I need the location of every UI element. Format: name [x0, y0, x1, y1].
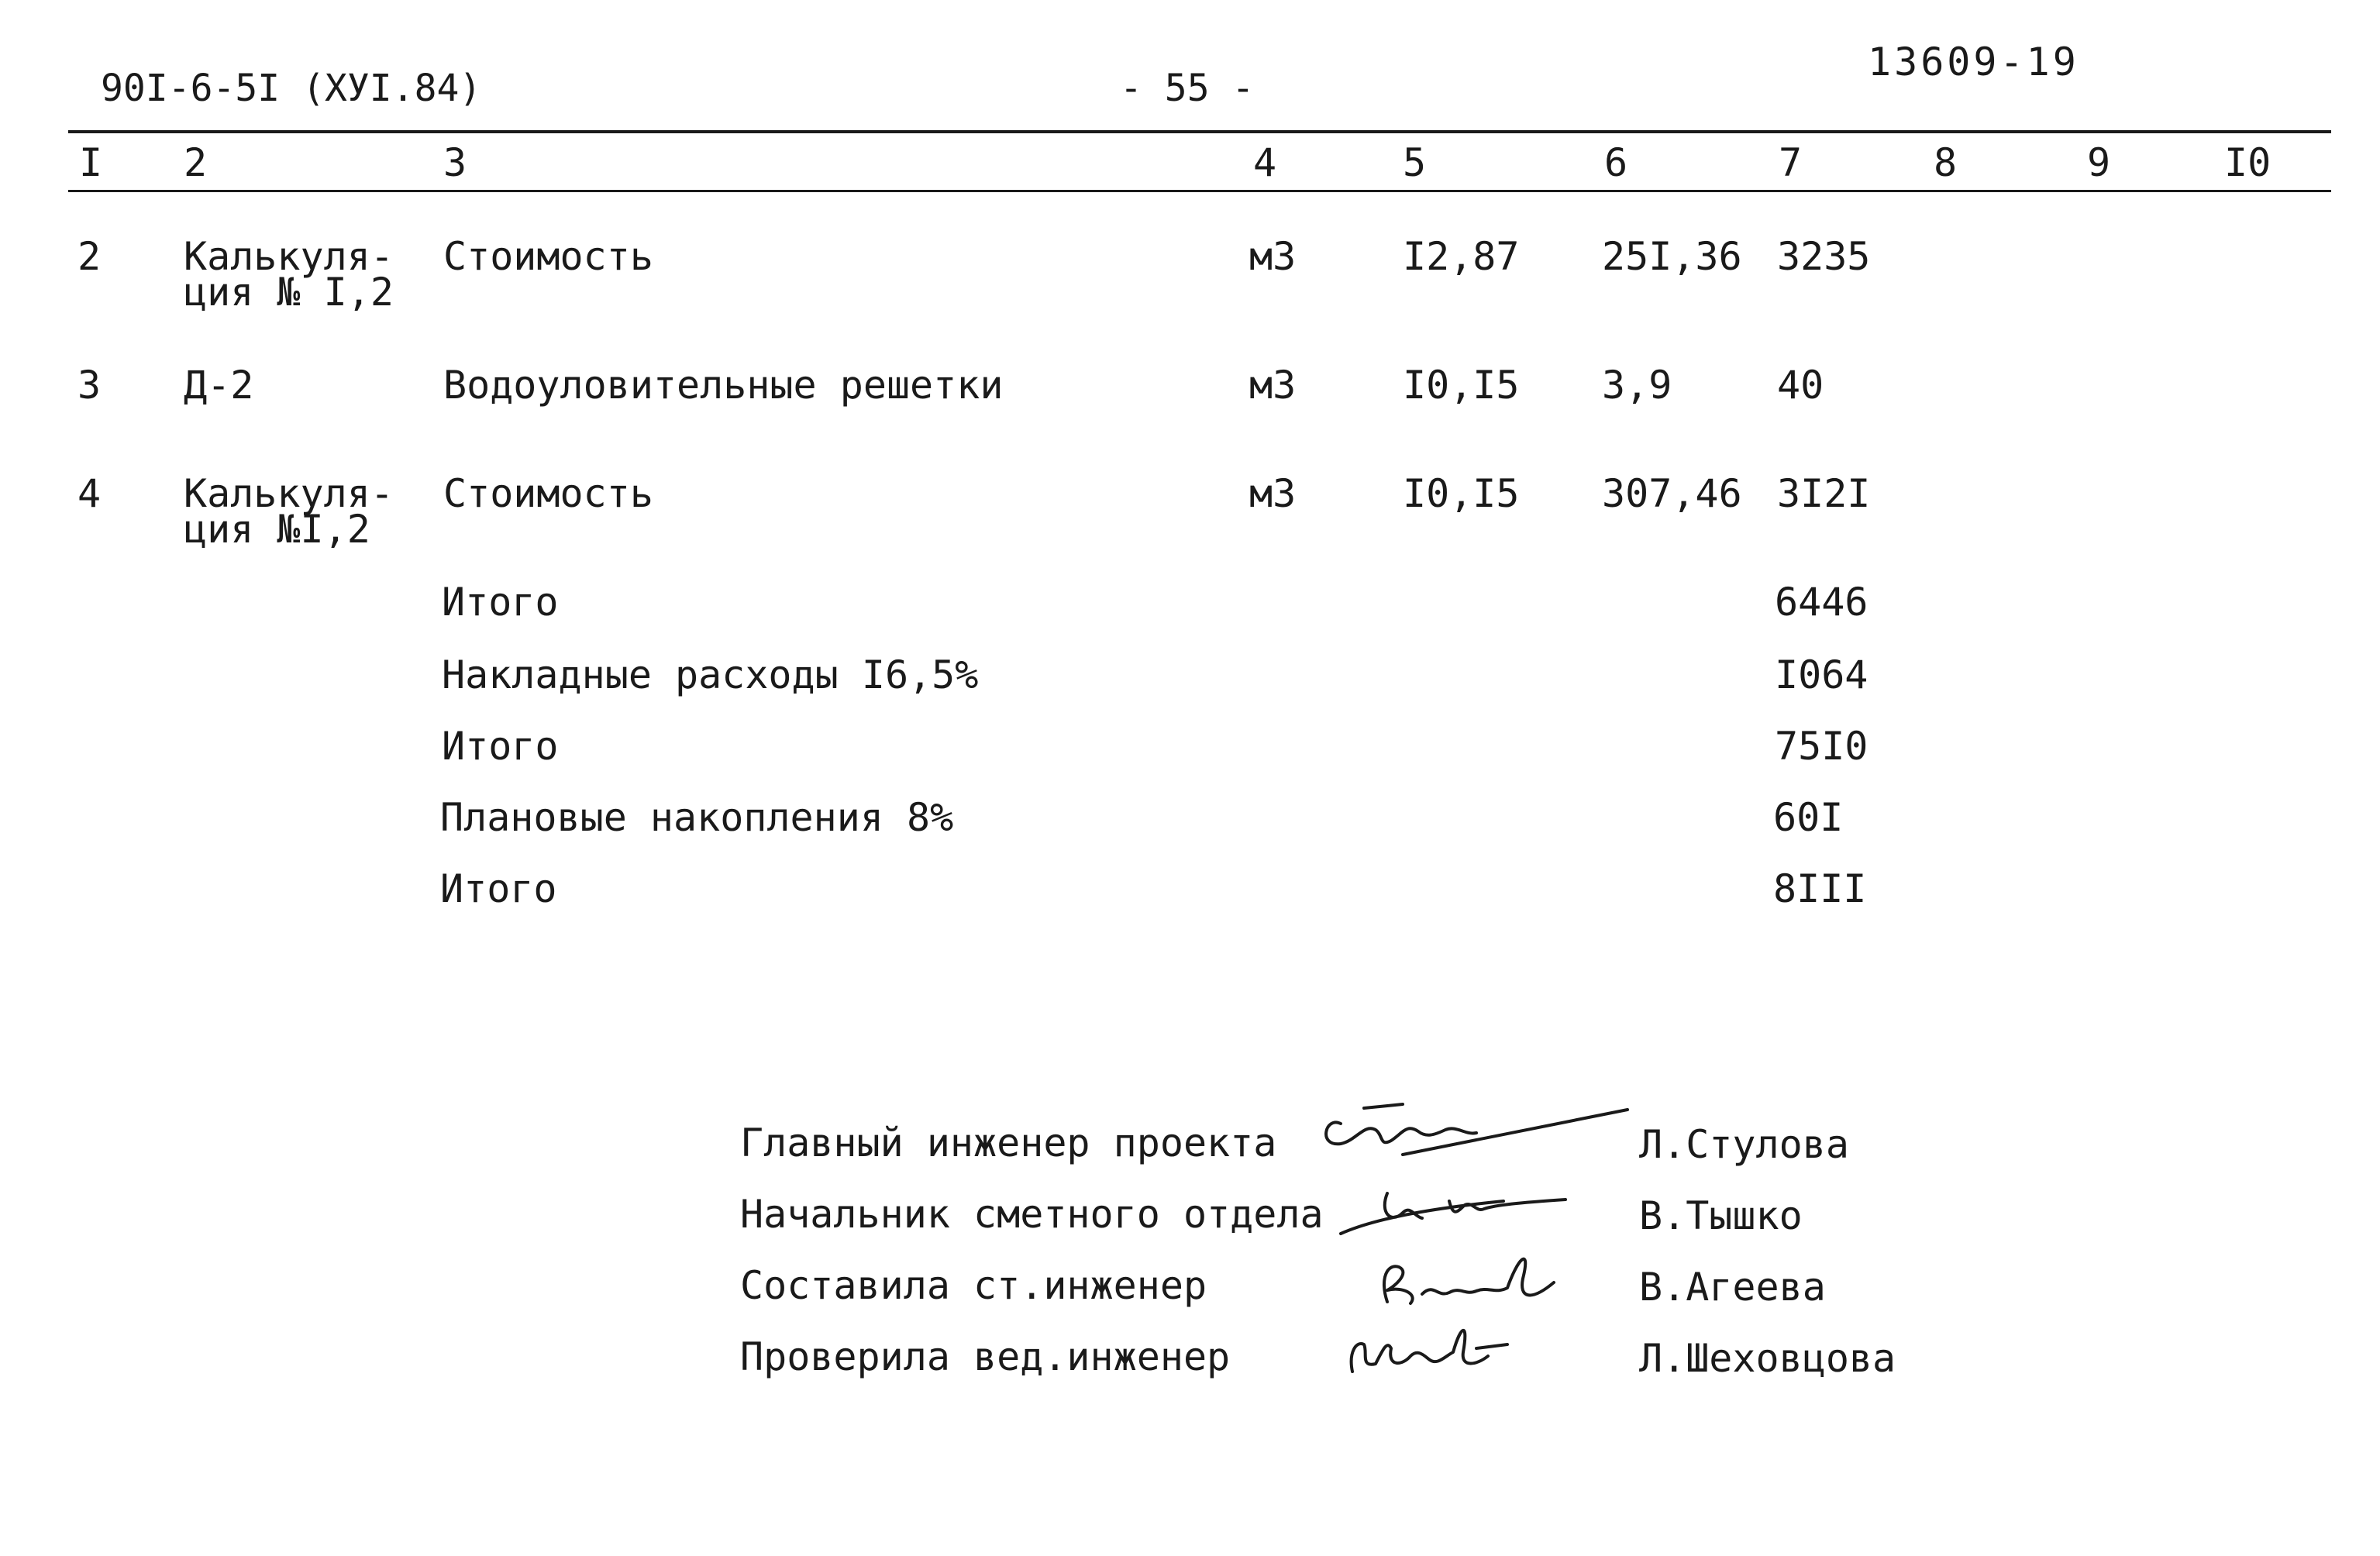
summary-label: Плановые накопления 8%: [440, 795, 954, 840]
row-unit-price: 307,46: [1602, 471, 1742, 516]
column-header-5: 5: [1403, 140, 1427, 185]
row-basis: Калькуля-: [184, 471, 394, 516]
signer-name: В.Тышко: [1639, 1193, 1803, 1238]
row-name: Водоуловительные решетки: [443, 363, 1004, 408]
signer-name: Л.Шеховцова: [1639, 1336, 1896, 1381]
row-number: 4: [77, 471, 102, 516]
summary-label: Итого: [442, 580, 559, 625]
column-header-10: I0: [2224, 140, 2272, 185]
handwritten-signature: [1333, 1310, 1519, 1387]
row-quantity: I2,87: [1403, 234, 1520, 279]
top-rule: [68, 130, 2331, 133]
row-basis-cont: ция №I,2: [184, 507, 370, 552]
archive-number: 13609-19: [1868, 40, 2079, 84]
row-total: 40: [1777, 363, 1824, 408]
row-unit: м3: [1249, 363, 1297, 408]
column-header-8: 8: [1934, 140, 1958, 185]
column-header-9: 9: [2087, 140, 2111, 185]
row-basis-cont: ция № I,2: [184, 270, 394, 315]
row-total: 3I2I: [1777, 471, 1871, 516]
signer-role: Главный инженер проекта: [740, 1121, 1277, 1165]
summary-value: I064: [1775, 652, 1869, 697]
row-quantity: I0,I5: [1403, 363, 1520, 408]
summary-label: Накладные расходы I6,5%: [442, 652, 979, 697]
handwritten-signature: [1333, 1170, 1581, 1240]
row-number: 3: [77, 363, 102, 408]
signer-role: Начальник сметного отдела: [740, 1192, 1324, 1237]
summary-label: Итого: [440, 866, 557, 911]
summary-value: 60I: [1773, 795, 1844, 840]
signer-role: Составила ст.инженер: [740, 1263, 1207, 1308]
handwritten-signature: [1364, 1240, 1565, 1317]
column-header-1: I: [79, 140, 103, 185]
row-unit: м3: [1249, 471, 1297, 516]
summary-value: 75I0: [1775, 724, 1869, 769]
row-name: Стоимость: [443, 471, 653, 516]
signer-role: Проверила вед.инженер: [740, 1334, 1231, 1379]
summary-value: 6446: [1775, 580, 1869, 625]
column-header-6: 6: [1604, 140, 1628, 185]
column-header-3: 3: [443, 140, 467, 185]
row-number: 2: [77, 234, 102, 279]
column-header-7: 7: [1779, 140, 1803, 185]
row-unit-price: 25I,36: [1602, 234, 1742, 279]
column-header-4: 4: [1253, 140, 1277, 185]
page-number: - 55 -: [1120, 67, 1255, 110]
column-header-2: 2: [184, 140, 208, 185]
summary-label: Итого: [442, 724, 559, 769]
signer-name: Л.Стулова: [1639, 1122, 1849, 1167]
row-name: Стоимость: [443, 234, 653, 279]
row-unit: м3: [1249, 234, 1297, 279]
row-basis: Калькуля-: [184, 234, 394, 279]
header-bottom-rule: [68, 190, 2331, 192]
summary-value: 8III: [1773, 866, 1867, 911]
handwritten-signature: [1310, 1093, 1635, 1162]
document-code: 90I-6-5I (XУI.84): [101, 67, 482, 110]
row-basis: Д-2: [184, 363, 254, 408]
signer-name: В.Агеева: [1639, 1265, 1826, 1310]
row-total: 3235: [1777, 234, 1871, 279]
row-unit-price: 3,9: [1602, 363, 1672, 408]
row-quantity: I0,I5: [1403, 471, 1520, 516]
